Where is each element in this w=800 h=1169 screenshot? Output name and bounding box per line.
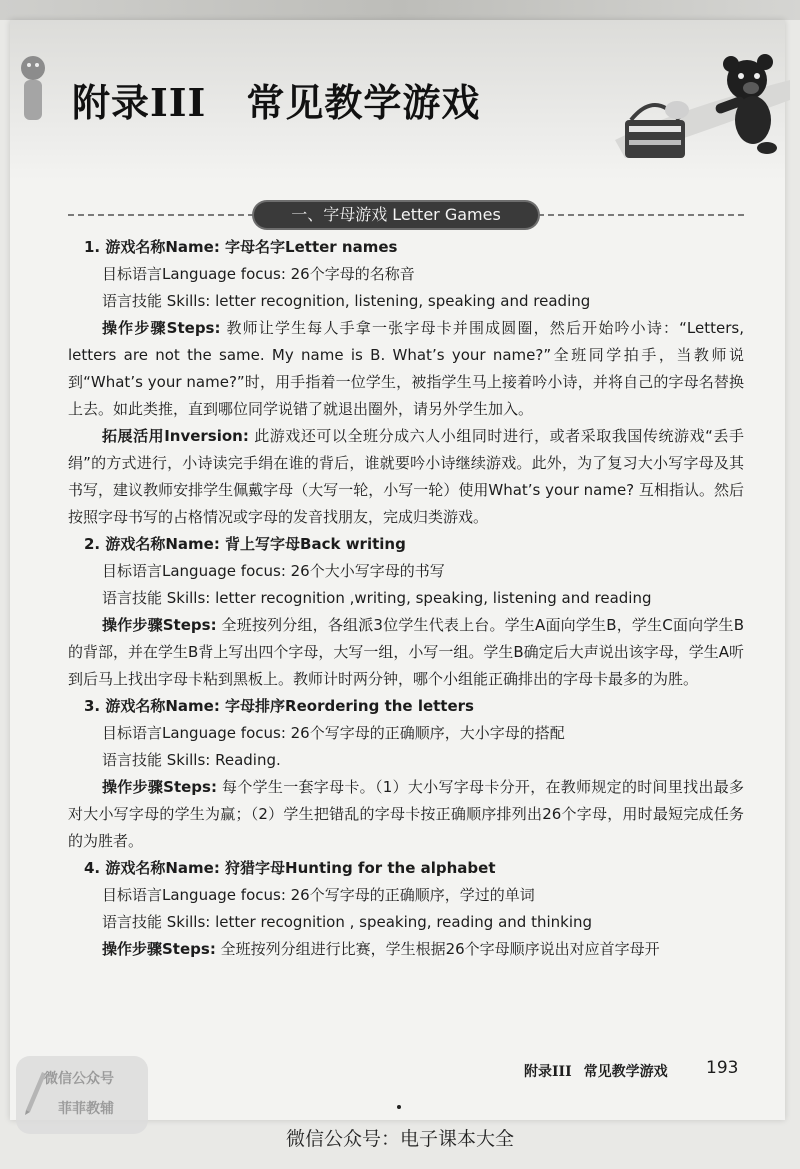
main-content bbox=[68, 234, 744, 963]
steps-paragraph bbox=[68, 936, 744, 963]
steps-paragraph bbox=[68, 612, 744, 693]
running-footer-name: 常见教学游戏 bbox=[583, 1064, 668, 1080]
game-name: 3. 游戏名称Name: 字母排序Reordering the letters bbox=[84, 697, 474, 715]
skills: 语言技能 Skills: letter recognition, listening, speaking and reading bbox=[102, 292, 591, 310]
watermark-line-2: 菲菲教辅 bbox=[58, 1101, 114, 1117]
inversion-label: 拓展活用Inversion: bbox=[102, 427, 249, 445]
chapter-label: 附录III bbox=[72, 80, 207, 125]
game-block bbox=[68, 234, 744, 531]
steps-label: 操作步骤Steps: bbox=[102, 940, 216, 958]
watermark-line-1: 微信公众号 bbox=[44, 1071, 114, 1087]
game-name: 1. 游戏名称Name: 字母名字Letter names bbox=[84, 238, 398, 256]
language-focus: 目标语言Language focus: 26个写字母的正确顺序，大小字母的搭配 bbox=[102, 724, 565, 742]
language-focus: 目标语言Language focus: 26个大小写字母的书写 bbox=[102, 562, 445, 580]
game-name: 4. 游戏名称Name: 狩猎字母Hunting for the alphabet bbox=[84, 859, 496, 877]
steps-label: 操作步骤Steps: bbox=[102, 616, 217, 634]
steps-label: 操作步骤Steps: bbox=[102, 319, 221, 337]
game-block bbox=[68, 693, 744, 855]
bottom-caption: 微信公众号：电子课本大全 bbox=[285, 1128, 514, 1150]
game-name: 2. 游戏名称Name: 背上写字母Back writing bbox=[84, 535, 406, 553]
inversion-text: 此游戏还可以全班分成六人小组同时进行，或者采取我国传统游戏“丢手绢”的方式进行，小诗读完手绢在谁的背后，谁就要吟小诗继续游戏。此外，为了复习大小写字母及其书写，建议教师安排学生佩戴字母（大写一轮，小写一轮）使用What’s your name? 互相指认。然后按照字母书写的占格情况或字母的发音找朋友，完成归类游戏。 bbox=[68, 427, 744, 526]
game-block bbox=[68, 531, 744, 693]
watermark-badge bbox=[16, 1056, 148, 1134]
skills: 语言技能 Skills: Reading. bbox=[102, 751, 281, 769]
top-band bbox=[0, 0, 800, 20]
steps-text: 全班按列分组，各组派3位学生代表上台。学生A面向学生B，学生C面向学生B的背部，并在学生B背上写出四个字母，大写一组，小写一组。学生B确定后大声说出该字母，学生A听到后马上找出字母卡粘到黑板上。教师计时两分钟，哪个小组能正确排出的字母卡最多的为胜。 bbox=[68, 616, 744, 688]
page-title bbox=[72, 72, 480, 127]
game-block bbox=[68, 855, 744, 963]
steps-text: 教师让学生每人手拿一张字母卡并围成圆圈，然后开始吟小诗：“Letters, letters are not the same. My name is B. What’s your name?”全班同学拍手，当教师说到“What’s your name?”时，用手指着一位学生，被指学生马上接着吟小诗，并将自己的字母名替换上去。如此类推，直到哪位同学说错了就退出圈外，请另外学生加入。 bbox=[68, 319, 744, 418]
skills: 语言技能 Skills: letter recognition ,writing, speaking, listening and reading bbox=[102, 589, 652, 607]
bear-with-basket-icon bbox=[615, 40, 790, 170]
steps-text: 全班按列分组进行比赛，学生根据26个字母顺序说出对应首字母开 bbox=[220, 940, 660, 958]
cartoon-decoration-left-icon bbox=[18, 50, 48, 130]
chapter-title: 常见教学游戏 bbox=[246, 80, 481, 125]
steps-paragraph bbox=[68, 315, 744, 423]
language-focus: 目标语言Language focus: 26个字母的名称音 bbox=[102, 265, 415, 283]
steps-text: 每个学生一套字母卡。（1）大小写字母卡分开，在教师规定的时间里找出最多对大小写字母的学生为赢；（2）学生把错乱的字母卡按正确顺序排列出26个字母，用时最短完成任务的为胜者。 bbox=[68, 778, 744, 850]
inversion-paragraph bbox=[68, 423, 744, 531]
center-dot bbox=[397, 1105, 401, 1109]
steps-label: 操作步骤Steps: bbox=[102, 778, 217, 796]
section-heading: 一、字母游戏 Letter Games bbox=[254, 202, 538, 228]
running-footer-chapter: 附录III bbox=[524, 1064, 572, 1080]
steps-paragraph bbox=[68, 774, 744, 855]
skills: 语言技能 Skills: letter recognition , speaking, reading and thinking bbox=[102, 913, 593, 931]
running-footer-title bbox=[524, 1061, 668, 1081]
language-focus: 目标语言Language focus: 26个写字母的正确顺序，学过的单词 bbox=[102, 886, 535, 904]
page-number: 193 bbox=[706, 1058, 739, 1078]
